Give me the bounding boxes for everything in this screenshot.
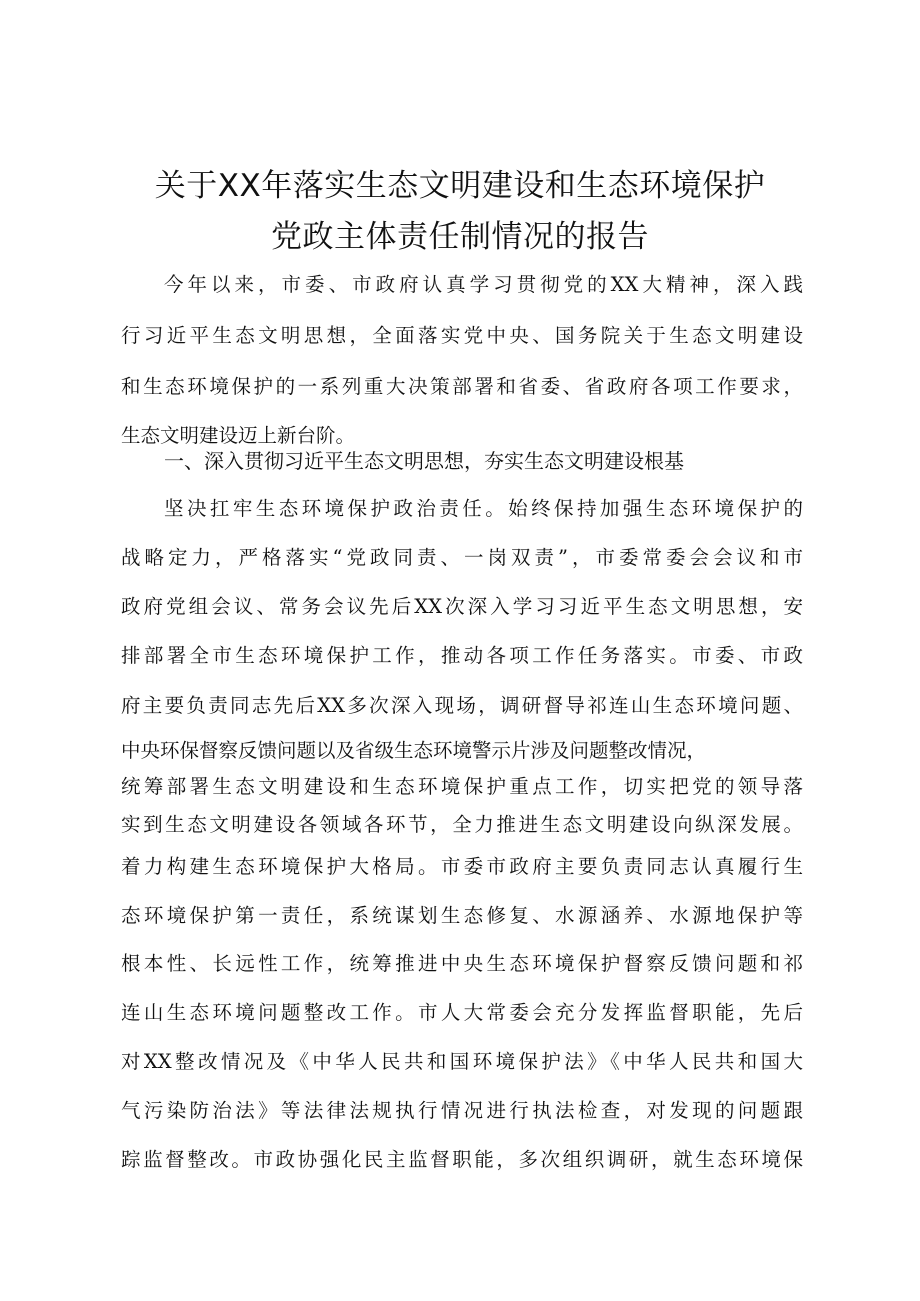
section-1-line: 战略定力，严格落实“党政同责、一岗双责”，市委常委会会议和市 xyxy=(121,546,803,569)
document-title-line-2: 党政主体责任制情况的报告 xyxy=(271,219,649,255)
section-1-line: 中央环保督察反馈问题以及省级生态环境警示片涉及问题整改情况， xyxy=(121,739,707,762)
section-1-line: 着力构建生态环境保护大格局。市委市政府主要负责同志认真履行生 xyxy=(121,855,803,878)
section-1-line: 踪监督整改。市政协强化民主监督职能，多次组织调研，就生态环境保 xyxy=(121,1148,803,1171)
section-1-line: 对XX整改情况及《中华人民共和国环境保护法》《中华人民共和国大 xyxy=(121,1050,803,1073)
section-1-heading: 一、深入贯彻习近平生态文明思想，夯实生态文明建设根基 xyxy=(164,449,684,473)
section-1-line: 坚决扛牢生态环境保护政治责任。始终保持加强生态环境保护的 xyxy=(164,497,803,520)
section-1-line: 统筹部署生态文明建设和生态环境保护重点工作，切实把党的领导落 xyxy=(121,775,803,798)
section-1-line: 气污染防治法》等法律法规执行情况进行执法检查，对发现的问题跟 xyxy=(121,1099,803,1122)
section-1-line: 实到生态文明建设各领域各环节，全力推进生态文明建设向纵深发展。 xyxy=(121,813,803,836)
section-1-line: 府主要负责同志先后XX多次深入现场，调研督导祁连山生态环境问题、 xyxy=(121,694,803,717)
intro-paragraph-line: 和生态环境保护的一系列重大决策部署和省委、省政府各项工作要求， xyxy=(121,375,803,398)
intro-paragraph-line: 行习近平生态文明思想，全面落实党中央、国务院关于生态文明建设 xyxy=(121,324,803,347)
intro-paragraph-line: 生态文明建设迈上新台阶。 xyxy=(121,424,356,447)
section-1-line: 态环境保护第一责任，系统谋划生态修复、水源涵养、水源地保护等 xyxy=(121,904,803,927)
document-title-line-1: 关于XX年落实生态文明建设和生态环境保护 xyxy=(154,168,766,204)
section-1-line: 排部署全市生态环境保护工作，推动各项工作任务落实。市委、市政 xyxy=(121,644,803,667)
section-1-line: 政府党组会议、常务会议先后XX次深入学习习近平生态文明思想，安 xyxy=(121,595,803,618)
section-1-line: 根本性、长远性工作，统筹推进中央生态环境保护督察反馈问题和祁 xyxy=(121,952,803,975)
intro-paragraph-line: 今年以来，市委、市政府认真学习贯彻党的XX大精神，深入践 xyxy=(164,273,803,296)
section-1-line: 连山生态环境问题整改工作。市人大常委会充分发挥监督职能，先后 xyxy=(121,1001,803,1024)
